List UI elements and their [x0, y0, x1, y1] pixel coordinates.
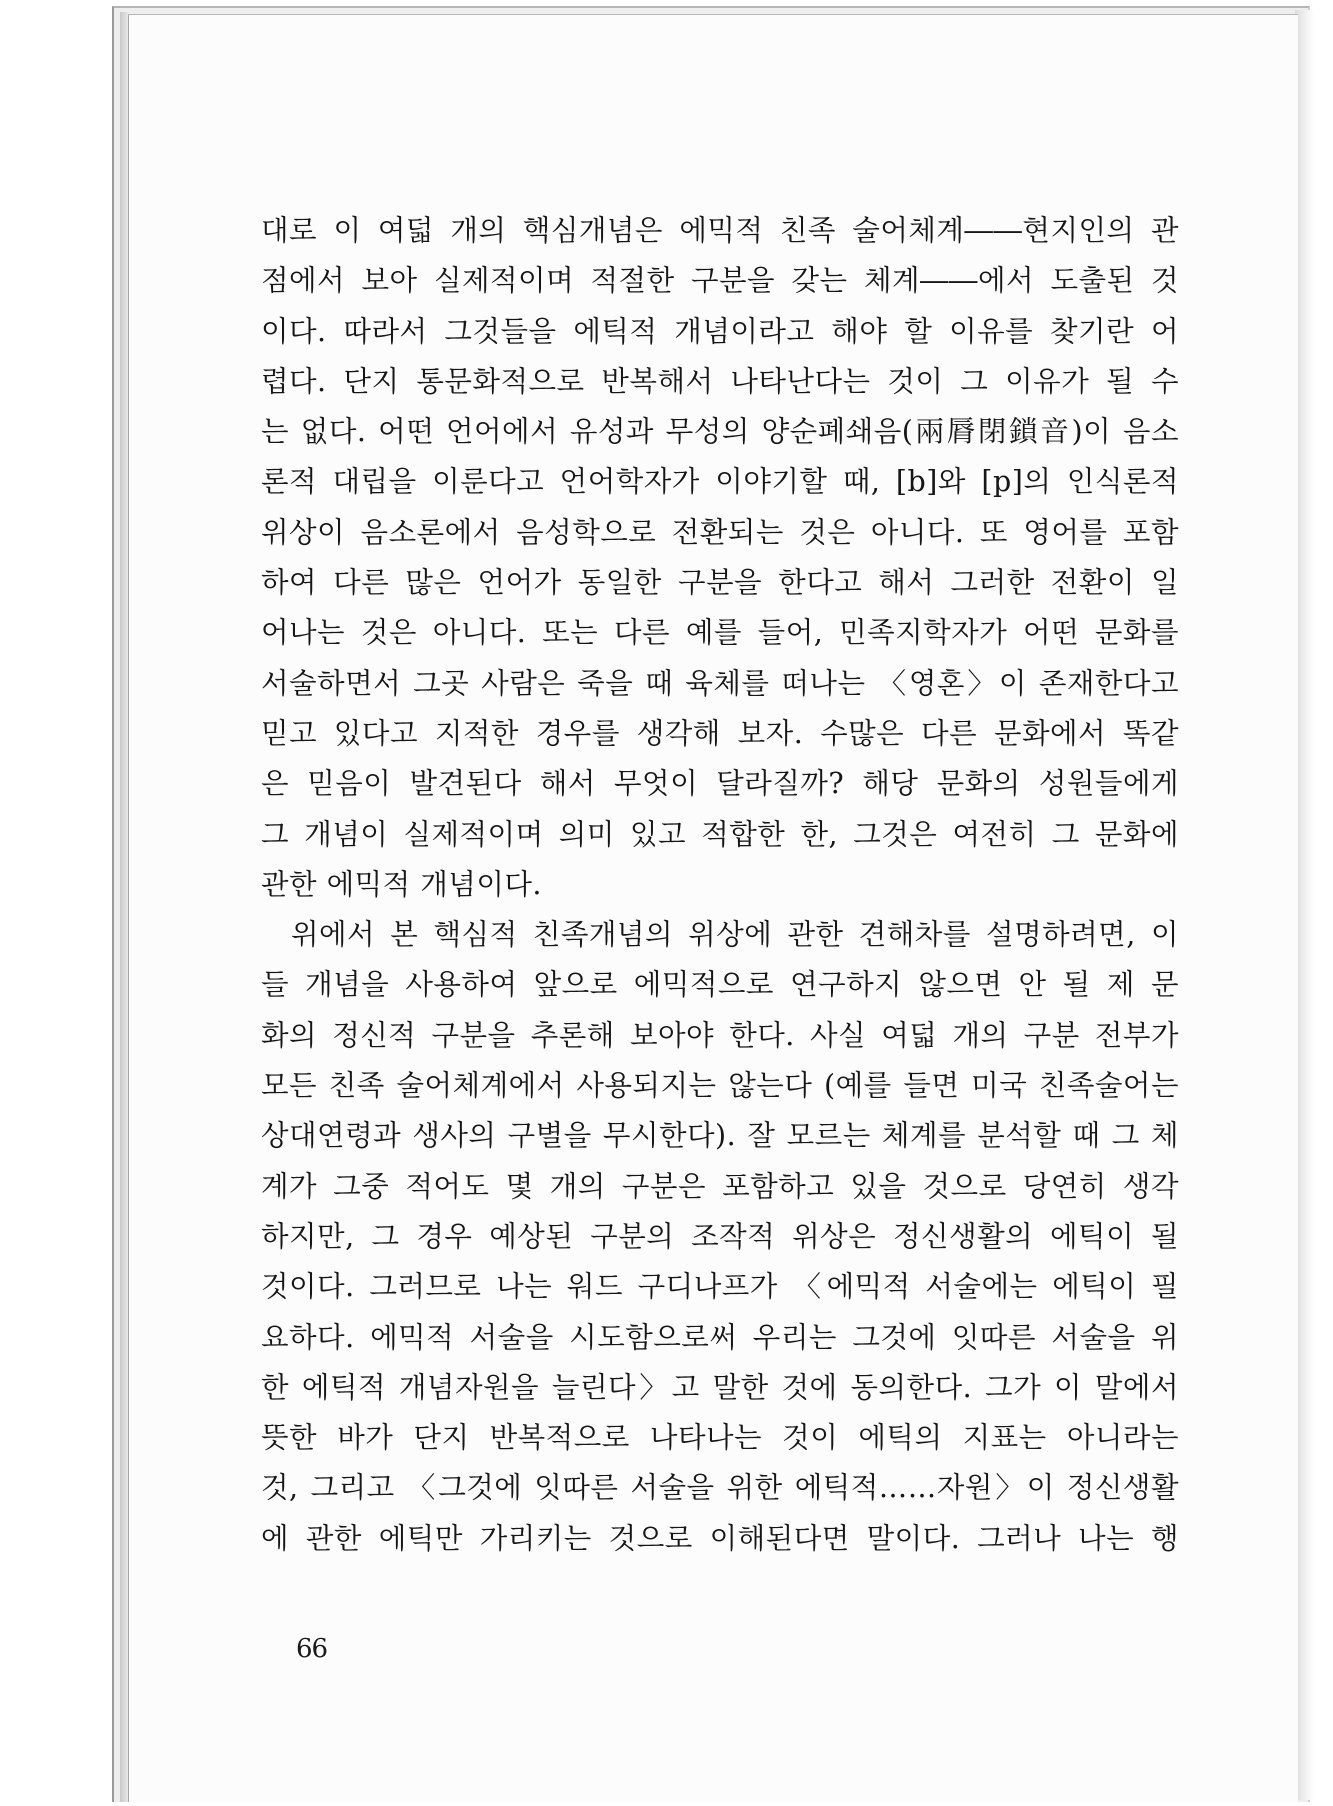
text-line: 위에서 본 핵심적 친족개념의 위상에 관한 견해차를 설명하려면, 이 — [291, 918, 1179, 952]
text-line: 어나는 것은 아니다. 또는 다른 예를 들어, 민족지학자가 어떤 문화를 — [261, 616, 1179, 650]
text-line: 서술하면서 그곳 사람은 죽을 때 육체를 떠나는 〈영혼〉이 존재한다고 — [261, 666, 1179, 700]
text-line: 것, 그리고 〈그것에 잇따른 서술을 위한 에틱적……자원〉이 정신생활 — [261, 1471, 1179, 1505]
text-line: 론적 대립을 이룬다고 언어학자가 이야기할 때, [b]와 [p]의 인식론적 — [261, 465, 1179, 499]
text-line: 관한 에믹적 개념이다. — [261, 867, 542, 901]
text-line: 는 없다. 어떤 언어에서 유성과 무성의 양순폐쇄음(兩脣閉鎖音)이 음소 — [261, 415, 1179, 449]
text-line: 믿고 있다고 지적한 경우를 생각해 보자. 수많은 다른 문화에서 똑같 — [261, 716, 1179, 750]
text-line: 상대연령과 생사의 구별을 무시한다). 잘 모르는 체계를 분석할 때 그 체 — [261, 1119, 1179, 1153]
text-line: 하여 다른 많은 언어가 동일한 구분을 한다고 해서 그러한 전환이 일 — [261, 566, 1179, 600]
text-line: 들 개념을 사용하여 앞으로 에믹적으로 연구하지 않으면 안 될 제 문 — [261, 968, 1179, 1002]
page-number: 66 — [296, 1634, 328, 1664]
text-line: 뜻한 바가 단지 반복적으로 나타나는 것이 에틱의 지표는 아니라는 — [261, 1421, 1179, 1455]
text-line: 에 관한 에틱만 가리키는 것으로 이해된다면 말이다. 그러나 나는 행 — [261, 1521, 1179, 1555]
body-text — [261, 206, 1179, 1564]
text-line: 대로 이 여덟 개의 핵심개념은 에믹적 친족 술어체계――현지인의 관 — [261, 214, 1179, 247]
text-line: 계가 그중 적어도 몇 개의 구분은 포함하고 있을 것으로 당연히 생각 — [261, 1169, 1179, 1203]
text-line: 하지만, 그 경우 예상된 구분의 조작적 위상은 정신생활의 에틱이 될 — [261, 1219, 1179, 1253]
page-edge-shadow — [1295, 10, 1315, 1800]
text-line: 렵다. 단지 통문화적으로 반복해서 나타난다는 것이 그 이유가 될 수 — [261, 364, 1179, 398]
text-line: 점에서 보아 실제적이며 적절한 구분을 갖는 체계――에서 도출된 것 — [261, 264, 1179, 298]
text-line: 모든 친족 술어체계에서 사용되지는 않는다 (예를 들면 미국 친족술어는 — [261, 1069, 1179, 1103]
text-line: 은 믿음이 발견된다 해서 무엇이 달라질까? 해당 문화의 성원들에게 — [261, 767, 1179, 801]
text-line: 이다. 따라서 그것들을 에틱적 개념이라고 해야 할 이유를 찾기란 어 — [261, 314, 1179, 348]
text-line: 위상이 음소론에서 음성학으로 전환되는 것은 아니다. 또 영어를 포함 — [261, 515, 1179, 549]
text-line: 한 에틱적 개념자원을 늘린다〉고 말한 것에 동의한다. 그가 이 말에서 — [261, 1370, 1179, 1404]
text-line: 요하다. 에믹적 서술을 시도함으로써 우리는 그것에 잇따른 서술을 위 — [261, 1320, 1179, 1354]
text-line: 그 개념이 실제적이며 의미 있고 적합한 한, 그것은 여전히 그 문화에 — [261, 817, 1179, 851]
text-line: 화의 정신적 구분을 추론해 보아야 한다. 사실 여덟 개의 구분 전부가 — [261, 1018, 1179, 1052]
text-line: 것이다. 그러므로 나는 워드 구디나프가 〈에믹적 서술에는 에틱이 필 — [261, 1270, 1179, 1304]
